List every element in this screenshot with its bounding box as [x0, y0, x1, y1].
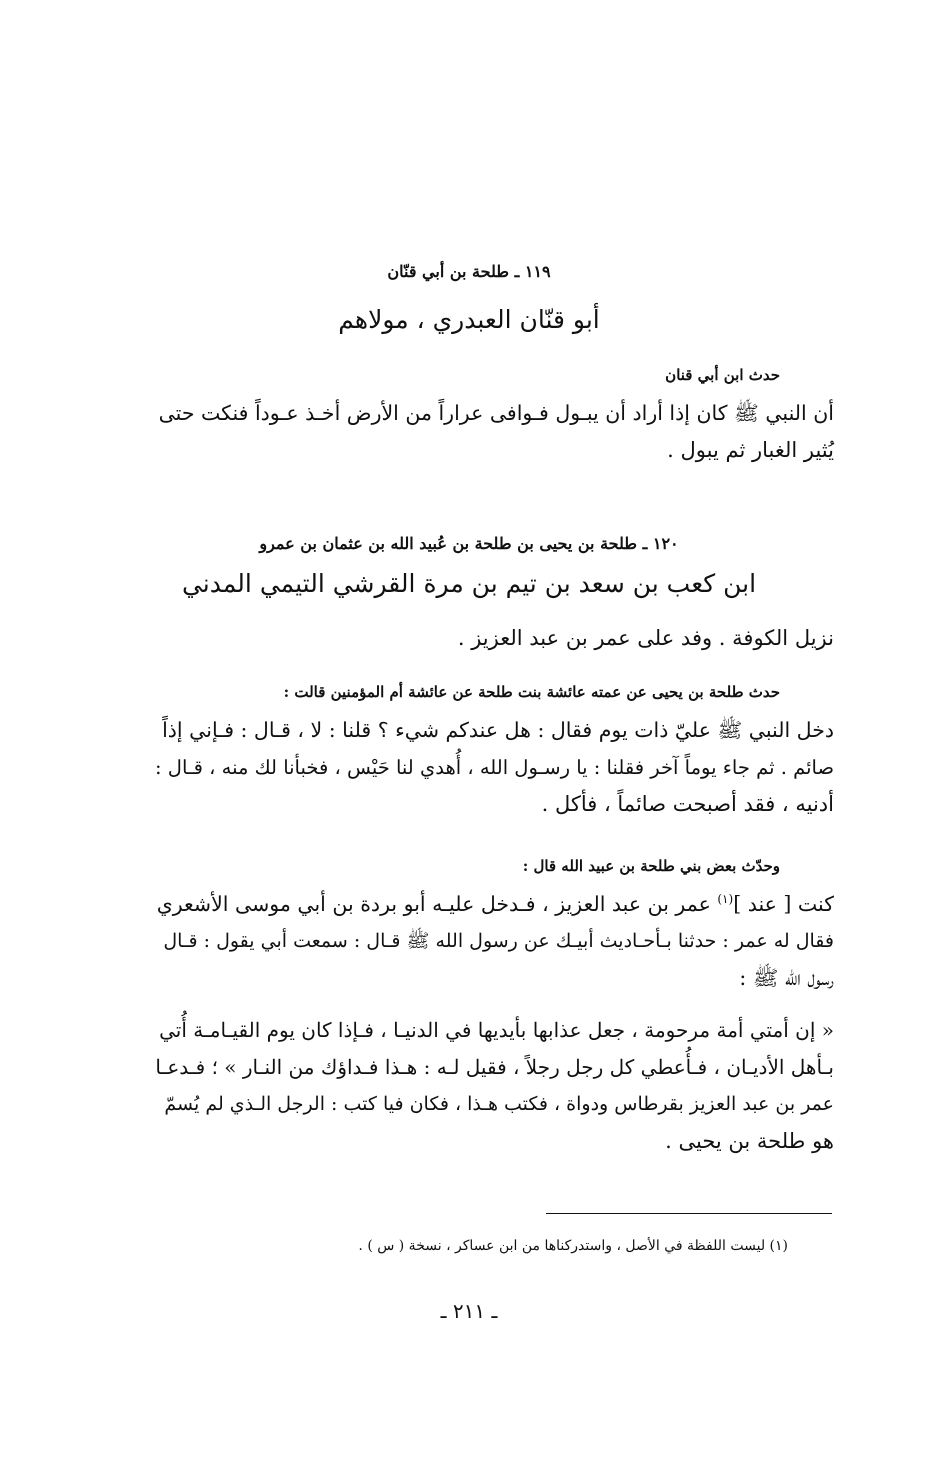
- footnote: (١) ليست اللفظة في الأصل ، واستدركناها من ابن عساكر ، نسخة ( س ) .: [358, 1238, 788, 1254]
- entry-120-title: ١٢٠ ـ طلحة بن يحيى بن طلحة بن عُبيد الله بن عثمان بن عمرو: [259, 534, 679, 553]
- text-line: صائم . ثم جاء يوماً آخر فقلنا : يا رسـول الله ، أُهدي لنا حَيْس ، فخبأنا لك منه ، قـال :: [155, 756, 834, 779]
- entry-120-text-1: [150, 712, 834, 823]
- entry-119-subtitle: أبو قنّان العبدري ، مولاهم: [338, 305, 600, 334]
- entry-120-intro: [150, 620, 834, 657]
- entry-120-subtitle: ابن كعب بن سعد بن تيم بن مرة القرشي التيمي المدني: [181, 569, 757, 598]
- intro-line: نزيل الكوفة . وفد على عمر بن عبد العزيز .: [457, 626, 834, 650]
- page-number: ـ ٢١١ ـ: [440, 1299, 498, 1323]
- text-line: هو طلحة بن يحيى .: [665, 1129, 834, 1153]
- entry-119-text: [150, 395, 834, 469]
- footnote-marker: (١): [717, 892, 734, 907]
- footnote-divider: [546, 1213, 832, 1214]
- entry-120-text-3: [150, 1012, 834, 1160]
- text-line: « إن أمتي أمة مرحومة ، جعل عذابها بأيديها في الدنيـا ، فـإذا كان يوم القيـامـة أُتي: [159, 1018, 834, 1042]
- entry-119-isnad: حدث ابن أبي قنان: [665, 366, 780, 384]
- text-segment: عمر بن عبد العزيز ، فـدخل عليـه أبو بردة بن أبي موسى الأشعري: [156, 892, 718, 916]
- text-line: رسول الله ﷺ :: [739, 966, 834, 990]
- entry-120-text-2: [150, 886, 834, 997]
- text-line: يُثير الغبار ثم يبول .: [667, 438, 834, 462]
- entry-120-isnad-1: حدث طلحة بن يحيى عن عمته عائشة بنت طلحة عن عائشة أم المؤمنين قالت :: [283, 683, 780, 701]
- entry-119-title: ١١٩ ـ طلحة بن أبي قنّان: [387, 262, 551, 281]
- entry-120-isnad-2: وحدّث بعض بني طلحة بن عبيد الله قال :: [522, 857, 780, 875]
- text-line: دخل النبي ﷺ عليّ ذات يوم فقال : هل عندكم شيء ؟ قلنا : لا ، قـال : فـإني إذاً: [162, 718, 834, 742]
- text-line: عمر بن عبد العزيز بقرطاس ودواة ، فكتب هـذا ، فكان فيا كتب : الرجل الـذي لم يُسمّ: [164, 1093, 834, 1115]
- text-line: فقال له عمر : حدثنا بـأحـاديث أبيـك عن رسول الله ﷺ قـال : سمعت أبي يقول : قـال: [163, 930, 834, 952]
- text-line: أن النبي ﷺ كان إذا أراد أن يبـول فـوافى عراراً من الأرض أخـذ عـوداً فنكت حتى: [158, 401, 834, 425]
- text-segment: كنت [ عند ]: [733, 892, 834, 916]
- text-line: أدنيه ، فقد أصبحت صائماً ، فأكل .: [541, 792, 834, 816]
- text-line: [150, 886, 834, 923]
- text-line: بـأهل الأديـان ، فـأُعطي كل رجل رجلاً ، فقيل لـه : هـذا فـداؤك من النـار » ؛ فـدعـا: [155, 1055, 834, 1079]
